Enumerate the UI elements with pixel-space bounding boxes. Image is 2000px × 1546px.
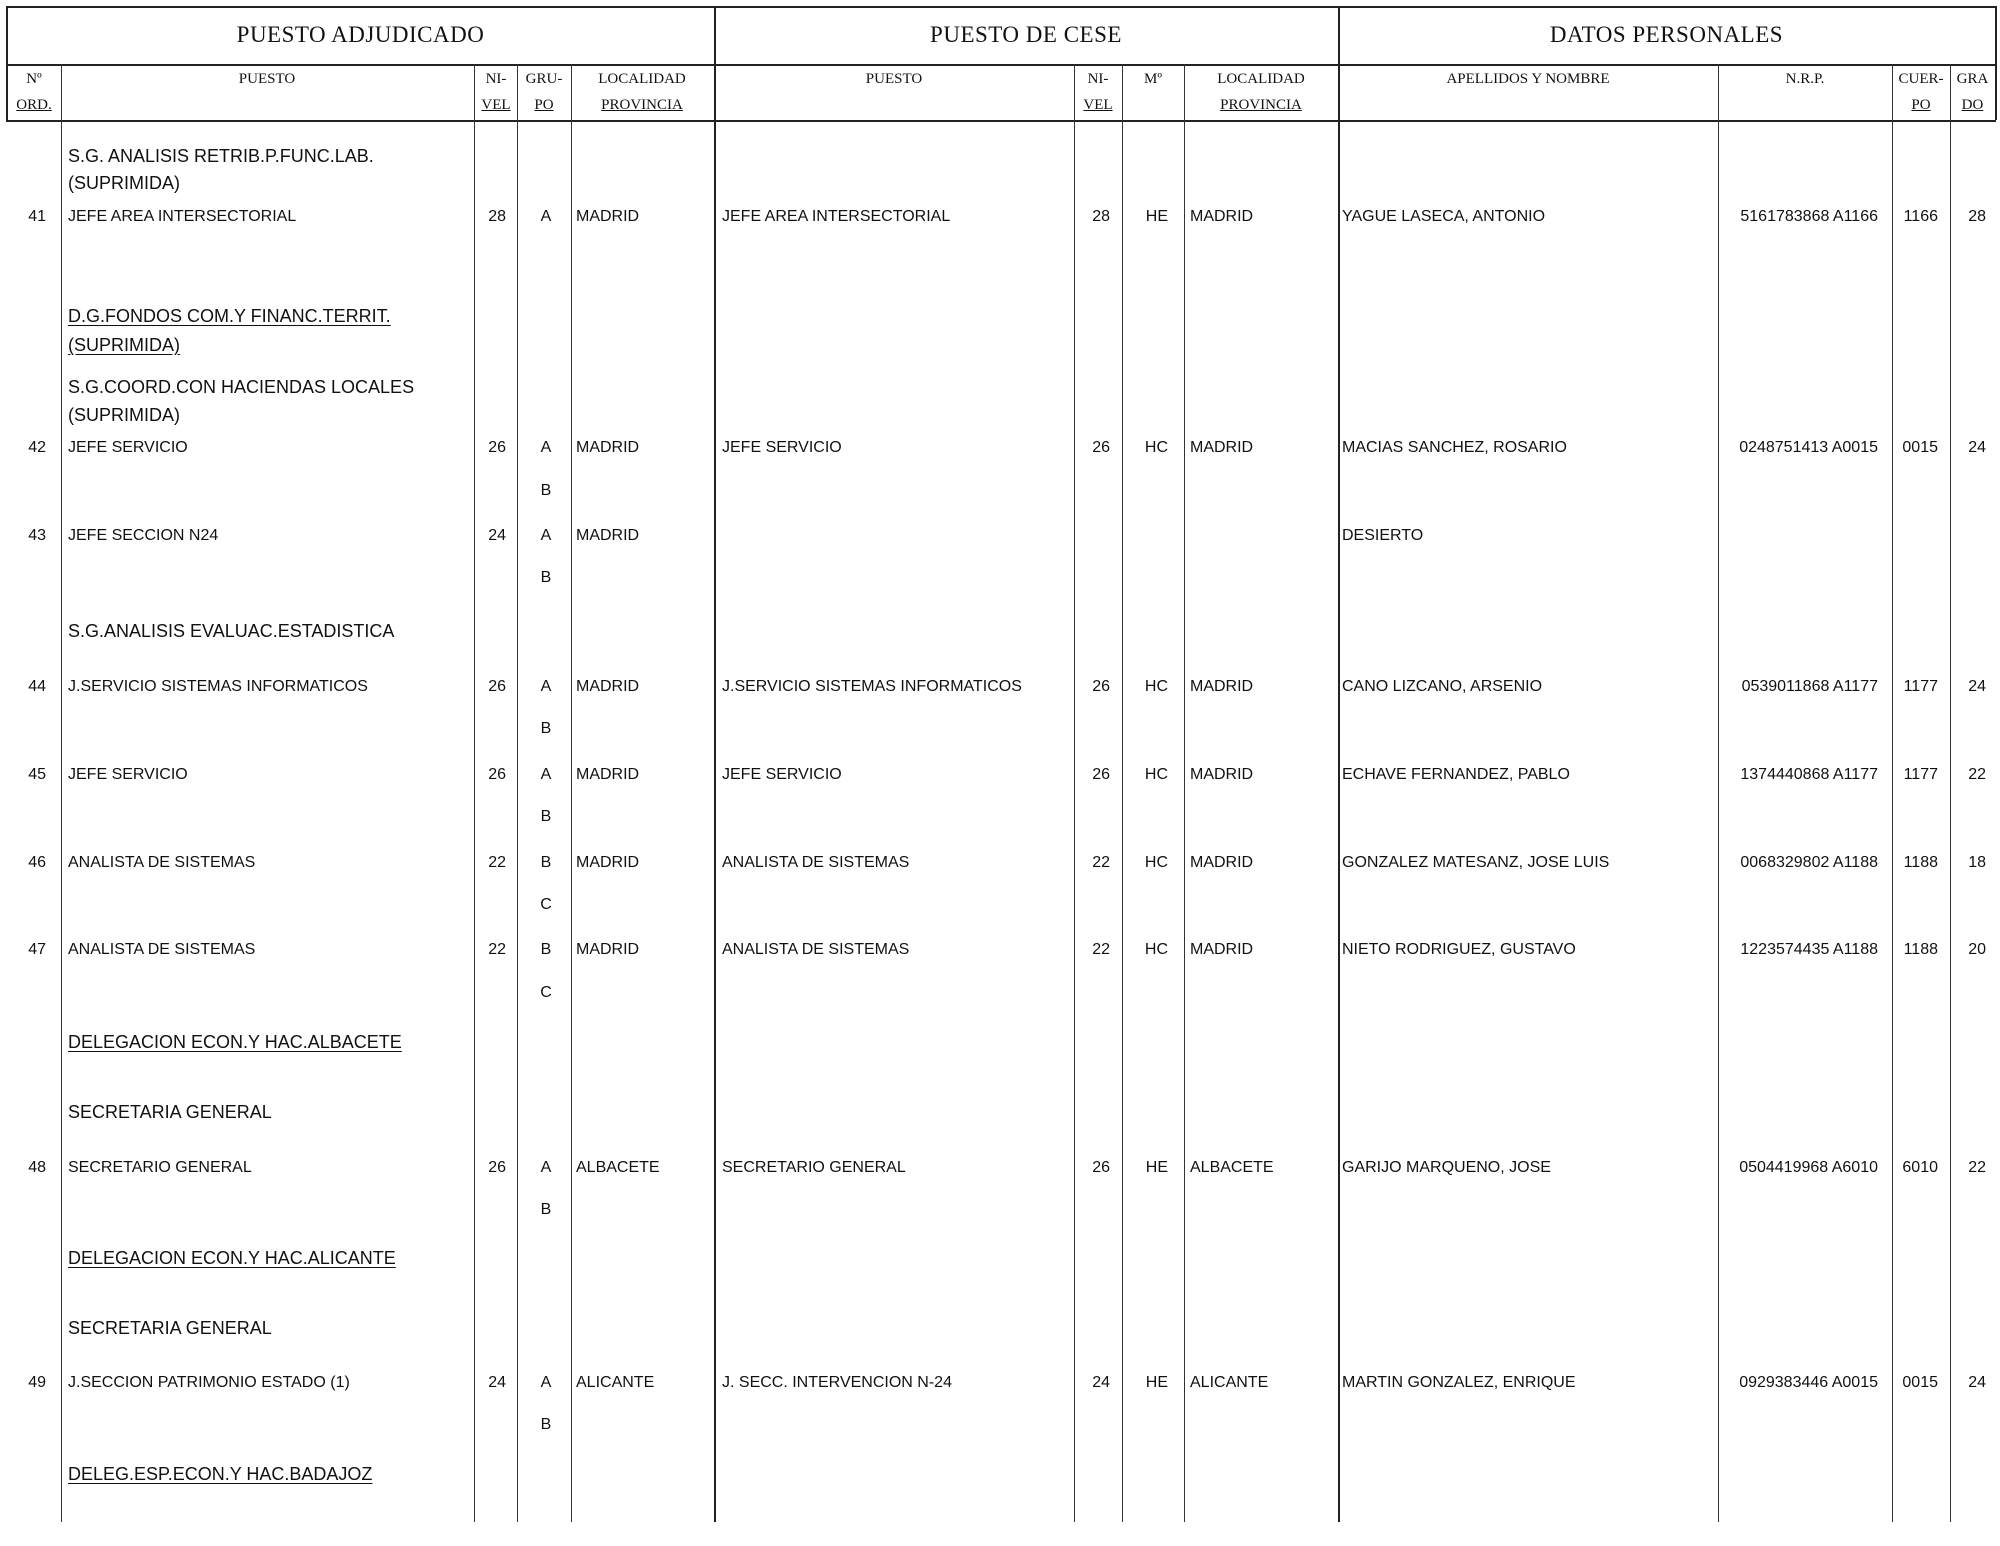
cell-nrp: 0068329802 A1188 xyxy=(1740,854,1878,871)
cell-localidad-cese: MADRID xyxy=(1190,854,1254,871)
cell-grupo: A xyxy=(540,1159,552,1176)
label-sg-analisis-evaluac: S.G.ANALISIS EVALUAC.ESTADISTICA xyxy=(68,621,395,641)
rule-col-cuerpo xyxy=(1892,64,1893,1522)
table-row xyxy=(0,848,2000,878)
cell-grupo: A xyxy=(540,439,552,456)
cell-m: HC xyxy=(1144,941,1168,958)
header-grado: GRA DO xyxy=(1956,71,1989,113)
cell-localidad-cese: MADRID xyxy=(1190,439,1254,456)
label-sg-analisis-retrib: S.G. ANALISIS RETRIB.P.FUNC.LAB. xyxy=(68,146,374,166)
cell-grado: 28 xyxy=(1968,208,1986,225)
label-deleg-badajoz: DELEG.ESP.ECON.Y HAC.BADAJOZ xyxy=(68,1464,373,1484)
cell-puesto: ANALISTA DE SISTEMAS xyxy=(68,854,256,871)
cell-n-ord: 44 xyxy=(28,678,46,695)
cell-grupo-secondary: B xyxy=(540,1201,552,1218)
cell-localidad-cese: MADRID xyxy=(1190,678,1254,695)
rule-right xyxy=(1995,6,1997,120)
cell-localidad: ALBACETE xyxy=(576,1159,660,1176)
cell-n-ord: 46 xyxy=(28,854,46,871)
rule-col-localidad-cese xyxy=(1184,64,1185,1522)
cell-localidad: MADRID xyxy=(576,439,640,456)
label-suprimida-1: (SUPRIMIDA) xyxy=(68,173,180,193)
header-m: Mº xyxy=(1144,71,1162,87)
cell-localidad-cese: MADRID xyxy=(1190,941,1254,958)
cell-localidad: MADRID xyxy=(576,527,640,544)
table-row xyxy=(0,433,2000,463)
cell-puesto: J.SECCION PATRIMONIO ESTADO (1) xyxy=(68,1374,350,1391)
cell-n-ord: 43 xyxy=(28,527,46,544)
label-suprimida-3: (SUPRIMIDA) xyxy=(68,405,180,425)
cell-nrp: 0248751413 A0015 xyxy=(1739,439,1878,456)
cell-m: HC xyxy=(1144,678,1168,695)
section-puesto-cese: PUESTO DE CESE xyxy=(930,22,1122,47)
cell-localidad: ALICANTE xyxy=(576,1374,655,1391)
cell-localidad-cese: ALBACETE xyxy=(1190,1159,1274,1176)
cell-localidad-cese: MADRID xyxy=(1190,208,1254,225)
rule-col-puesto xyxy=(61,64,62,1522)
cell-puesto-cese: ANALISTA DE SISTEMAS xyxy=(722,854,910,871)
cell-nivel: 24 xyxy=(488,1374,506,1391)
rule-top xyxy=(6,6,1996,8)
cell-nrp: 0539011868 A1177 xyxy=(1741,678,1878,695)
cell-nivel-cese: 26 xyxy=(1092,766,1110,783)
label-delegacion-albacete: DELEGACION ECON.Y HAC.ALBACETE xyxy=(68,1032,402,1052)
rule-col-m xyxy=(1122,64,1123,1522)
cell-puesto: JEFE SECCION N24 xyxy=(68,527,219,544)
cell-puesto: JEFE SERVICIO xyxy=(68,439,188,456)
header-nivel: NI- VEL xyxy=(481,71,511,113)
rule-col-nivel xyxy=(474,64,475,1522)
section-puesto-adjudicado: PUESTO ADJUDICADO xyxy=(236,22,485,47)
header-localidad-cese: LOCALIDAD PROVINCIA xyxy=(1217,71,1305,113)
cell-nivel: 22 xyxy=(488,854,506,871)
header-nrp: N.R.P. xyxy=(1785,71,1825,87)
cell-cuerpo: 1188 xyxy=(1903,854,1938,871)
cell-puesto-cese: JEFE SERVICIO xyxy=(722,766,842,783)
cell-nivel: 26 xyxy=(488,766,506,783)
cell-cuerpo: 1177 xyxy=(1903,766,1938,783)
rule-left xyxy=(6,6,8,120)
cell-grupo-secondary: B xyxy=(540,808,552,825)
cell-grado: 24 xyxy=(1968,439,1986,456)
cell-cuerpo: 1188 xyxy=(1903,941,1938,958)
cell-nrp: 0929383446 A0015 xyxy=(1739,1374,1878,1391)
cell-nivel-cese: 26 xyxy=(1092,1159,1110,1176)
cell-cuerpo: 1166 xyxy=(1903,208,1938,225)
cell-nombre: ECHAVE FERNANDEZ, PABLO xyxy=(1342,766,1570,783)
cell-nivel-cese: 26 xyxy=(1092,678,1110,695)
label-delegacion-alicante: DELEGACION ECON.Y HAC.ALICANTE xyxy=(68,1248,396,1268)
cell-puesto-cese: JEFE AREA INTERSECTORIAL xyxy=(722,208,951,225)
cell-nombre: MACIAS SANCHEZ, ROSARIO xyxy=(1342,439,1567,456)
cell-puesto-cese: SECRETARIO GENERAL xyxy=(722,1159,906,1176)
cell-grupo: A xyxy=(540,766,552,783)
cell-n-ord: 42 xyxy=(28,439,46,456)
rule-col-grupo xyxy=(517,64,518,1522)
cell-cuerpo: 0015 xyxy=(1902,439,1938,456)
label-suprimida-2: (SUPRIMIDA) xyxy=(68,335,180,355)
cell-nivel: 24 xyxy=(488,527,506,544)
label-dg-fondos: D.G.FONDOS COM.Y FINANC.TERRIT. xyxy=(68,306,391,326)
cell-puesto-cese: ANALISTA DE SISTEMAS xyxy=(722,941,910,958)
cell-puesto-cese: J.SERVICIO SISTEMAS INFORMATICOS xyxy=(722,678,1022,695)
cell-nivel-cese: 24 xyxy=(1092,1374,1110,1391)
table-row xyxy=(0,202,2000,232)
cell-grado: 22 xyxy=(1968,1159,1986,1176)
cell-nivel: 26 xyxy=(488,439,506,456)
cell-nombre: YAGUE LASECA, ANTONIO xyxy=(1342,208,1546,225)
section-datos-personales: DATOS PERSONALES xyxy=(1549,22,1784,47)
cell-nivel-cese: 22 xyxy=(1092,854,1110,871)
cell-nrp: 1223574435 A1188 xyxy=(1740,941,1878,958)
cell-grado: 22 xyxy=(1968,766,1986,783)
cell-m: HE xyxy=(1145,1374,1168,1391)
cell-localidad: MADRID xyxy=(576,208,640,225)
cell-grupo-secondary: B xyxy=(540,569,552,586)
cell-grupo-secondary: C xyxy=(540,984,552,1001)
cell-n-ord: 41 xyxy=(28,208,46,225)
cell-puesto: JEFE AREA INTERSECTORIAL xyxy=(68,208,297,225)
cell-nrp: 5161783868 A1166 xyxy=(1740,208,1878,225)
cell-grupo-secondary: B xyxy=(540,482,552,499)
rule-section-bottom xyxy=(6,64,1996,66)
cell-nombre: CANO LIZCANO, ARSENIO xyxy=(1342,678,1543,695)
cell-grupo-secondary: C xyxy=(540,896,552,913)
cell-localidad-cese: MADRID xyxy=(1190,766,1254,783)
cell-nivel-cese: 28 xyxy=(1092,208,1110,225)
cell-localidad-cese: ALICANTE xyxy=(1190,1374,1269,1391)
table-row xyxy=(0,521,2000,551)
header-puesto-cese: PUESTO xyxy=(865,71,923,87)
label-sg-coord: S.G.COORD.CON HACIENDAS LOCALES xyxy=(68,377,415,397)
cell-puesto-cese: J. SECC. INTERVENCION N-24 xyxy=(722,1374,952,1391)
rule-col-nrp xyxy=(1718,64,1719,1522)
cell-localidad: MADRID xyxy=(576,678,640,695)
cell-nivel: 22 xyxy=(488,941,506,958)
cell-m: HE xyxy=(1145,208,1168,225)
cell-grupo: B xyxy=(540,854,552,871)
header-puesto: PUESTO xyxy=(238,71,296,87)
header-apellidos: APELLIDOS Y NOMBRE xyxy=(1446,71,1610,87)
cell-grupo: A xyxy=(540,678,552,695)
table-row xyxy=(0,672,2000,702)
cell-grado: 24 xyxy=(1968,678,1986,695)
cell-nivel: 28 xyxy=(488,208,506,225)
table-row xyxy=(0,1153,2000,1183)
rule-col-nivel-cese xyxy=(1074,64,1075,1522)
cell-nombre: GARIJO MARQUENO, JOSE xyxy=(1342,1159,1551,1176)
cell-nivel: 26 xyxy=(488,1159,506,1176)
cell-puesto: SECRETARIO GENERAL xyxy=(68,1159,252,1176)
header-grupo: GRU- PO xyxy=(525,71,563,113)
table-row xyxy=(0,760,2000,790)
cell-nombre: DESIERTO xyxy=(1342,527,1424,544)
header-cuerpo: CUER- PO xyxy=(1898,71,1944,113)
cell-n-ord: 45 xyxy=(28,766,46,783)
cell-m: HC xyxy=(1144,854,1168,871)
rule-header-bottom xyxy=(6,120,1996,122)
cell-grado: 20 xyxy=(1968,941,1986,958)
cell-grupo: B xyxy=(540,941,552,958)
cell-n-ord: 48 xyxy=(28,1159,46,1176)
cell-m: HC xyxy=(1144,766,1168,783)
cell-nivel-cese: 26 xyxy=(1092,439,1110,456)
cell-puesto: J.SERVICIO SISTEMAS INFORMATICOS xyxy=(68,678,368,695)
rule-col-localidad xyxy=(571,64,572,1522)
cell-puesto: ANALISTA DE SISTEMAS xyxy=(68,941,256,958)
cell-grupo: A xyxy=(540,1374,552,1391)
cell-nombre: GONZALEZ MATESANZ, JOSE LUIS xyxy=(1342,854,1610,871)
cell-cuerpo: 0015 xyxy=(1902,1374,1938,1391)
cell-nombre: NIETO RODRIGUEZ, GUSTAVO xyxy=(1342,941,1576,958)
cell-puesto-cese: JEFE SERVICIO xyxy=(722,439,842,456)
cell-grupo-secondary: B xyxy=(540,720,552,737)
cell-m: HE xyxy=(1145,1159,1168,1176)
cell-puesto: JEFE SERVICIO xyxy=(68,766,188,783)
cell-grado: 18 xyxy=(1968,854,1986,871)
rule-col-grado xyxy=(1950,64,1951,1522)
table-row xyxy=(0,1368,2000,1398)
cell-nivel: 26 xyxy=(488,678,506,695)
cell-nivel-cese: 22 xyxy=(1092,941,1110,958)
header-localidad: LOCALIDAD PROVINCIA xyxy=(598,71,686,113)
cell-grupo: A xyxy=(540,208,552,225)
header-n-ord: Nº ORD. xyxy=(16,71,52,113)
header-nivel-cese: NI- VEL xyxy=(1083,71,1113,113)
cell-cuerpo: 1177 xyxy=(1903,678,1938,695)
cell-localidad: MADRID xyxy=(576,941,640,958)
cell-grupo: A xyxy=(540,527,552,544)
cell-cuerpo: 6010 xyxy=(1902,1159,1938,1176)
cell-nrp: 0504419968 A6010 xyxy=(1739,1159,1878,1176)
cell-n-ord: 47 xyxy=(28,941,46,958)
cell-nrp: 1374440868 A1177 xyxy=(1740,766,1878,783)
label-secretaria-general-1: SECRETARIA GENERAL xyxy=(68,1102,272,1122)
table-row xyxy=(0,935,2000,965)
cell-grupo-secondary: B xyxy=(540,1416,552,1433)
cell-nombre: MARTIN GONZALEZ, ENRIQUE xyxy=(1342,1374,1576,1391)
cell-localidad: MADRID xyxy=(576,854,640,871)
cell-localidad: MADRID xyxy=(576,766,640,783)
cell-n-ord: 49 xyxy=(28,1374,46,1391)
cell-grado: 24 xyxy=(1968,1374,1986,1391)
cell-m: HC xyxy=(1144,439,1168,456)
label-secretaria-general-2: SECRETARIA GENERAL xyxy=(68,1318,272,1338)
